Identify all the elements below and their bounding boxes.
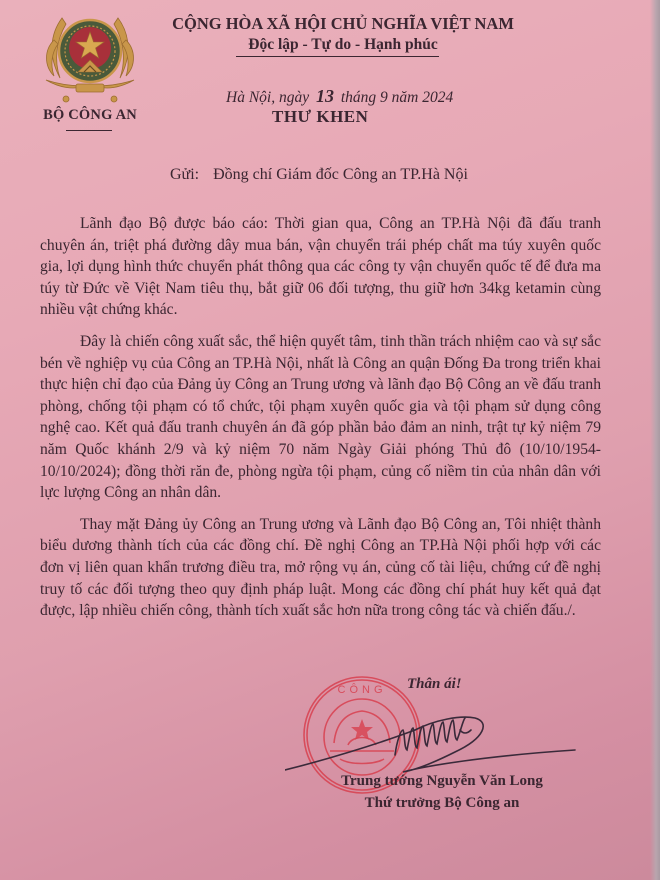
recipient-value: Đồng chí Giám đốc Công an TP.Hà Nội: [213, 166, 468, 183]
police-emblem-icon: [40, 6, 140, 106]
closing-salutation: Thân ái!: [407, 676, 462, 692]
signature-icon: [285, 700, 585, 780]
recipient-label: Gửi:: [170, 166, 200, 183]
date-day: 13: [315, 86, 334, 106]
national-header: CỘNG HÒA XÃ HỘI CHỦ NGHĨA VIỆT NAM: [172, 14, 514, 33]
body-paragraph: Lãnh đạo Bộ được báo cáo: Thời gian qua, Công an TP.Hà Nội đã đấu tranh chuyên án, triệt phá đường dây mua bán, vận chuyển trái phép chất ma túy xuyên quốc gia, lợi dụng hình thức chuyển phát thông qua các công ty vận chuyển quốc tế để đưa ma túy từ Đức về Việt Nam tiêu thụ, bắt giữ 06 đối tượng, thu giữ hơn 34kg ketamin cùng nhiều vật chứng khác.: [40, 215, 601, 319]
signer-title: Thứ trưởng Bộ Công an: [364, 795, 520, 811]
letter-body: [40, 213, 601, 632]
date-suffix: tháng 9 năm 2024: [340, 89, 454, 106]
dateline: [226, 86, 453, 107]
signer-name: Trung tướng Nguyễn Văn Long: [341, 773, 543, 789]
issuing-agency: BỘ CÔNG AN: [43, 107, 137, 123]
motto-underline: [236, 56, 439, 57]
recipient-line: [170, 166, 468, 184]
body-paragraph: Thay mặt Đảng ủy Công an Trung ương và Lãnh đạo Bộ Công an, Tôi nhiệt thành biểu dương thành tích của các đồng chí. Đề nghị Công an TP.Hà Nội phối hợp với các đơn vị liên quan khẩn trương điều tra, mở rộng vụ án, củng cố tài liệu, chứng cứ đề nghị truy tố các đối tượng theo quy định pháp luật. Mong các đồng chí phát huy kết quả đạt được, lập nhiều chiến công, thành tích xuất sắc hơn nữa trong công tác và chiến đấu./.: [40, 515, 601, 620]
seal-text: CÔNG: [337, 684, 387, 696]
document-title: THƯ KHEN: [272, 107, 369, 126]
body-paragraph: Đây là chiến công xuất sắc, thể hiện quyết tâm, tinh thần trách nhiệm cao và sự sắc bén về nghiệp vụ của Công an TP.Hà Nội, nhất là Công an quận Đống Đa trong triển khai thực hiện chỉ đạo của Đảng ủy Công an Trung ương và lãnh đạo Bộ Công an về đấu tranh phòng, chống tội phạm có tổ chức, tội phạm xuyên quốc gia và tội phạm sử dụng công nghệ cao. Kết quả đấu tranh chuyên án đã góp phần bảo đảm an ninh, trật tự kỷ niệm 79 năm Quốc khánh 2/9 và kỷ niệm 70 năm Ngày Giải phóng Thủ đô (10/10/1954-10/10/2024); đồng thời răn đe, phòng ngừa tội phạm, củng cố niềm tin của nhân dân với lực lượng Công an nhân dân.: [40, 332, 601, 502]
agency-underline: [66, 130, 112, 131]
paper-edge-shadow: [650, 0, 660, 880]
date-prefix: Hà Nội, ngày: [226, 89, 310, 106]
national-motto: Độc lập - Tự do - Hạnh phúc: [248, 36, 438, 53]
